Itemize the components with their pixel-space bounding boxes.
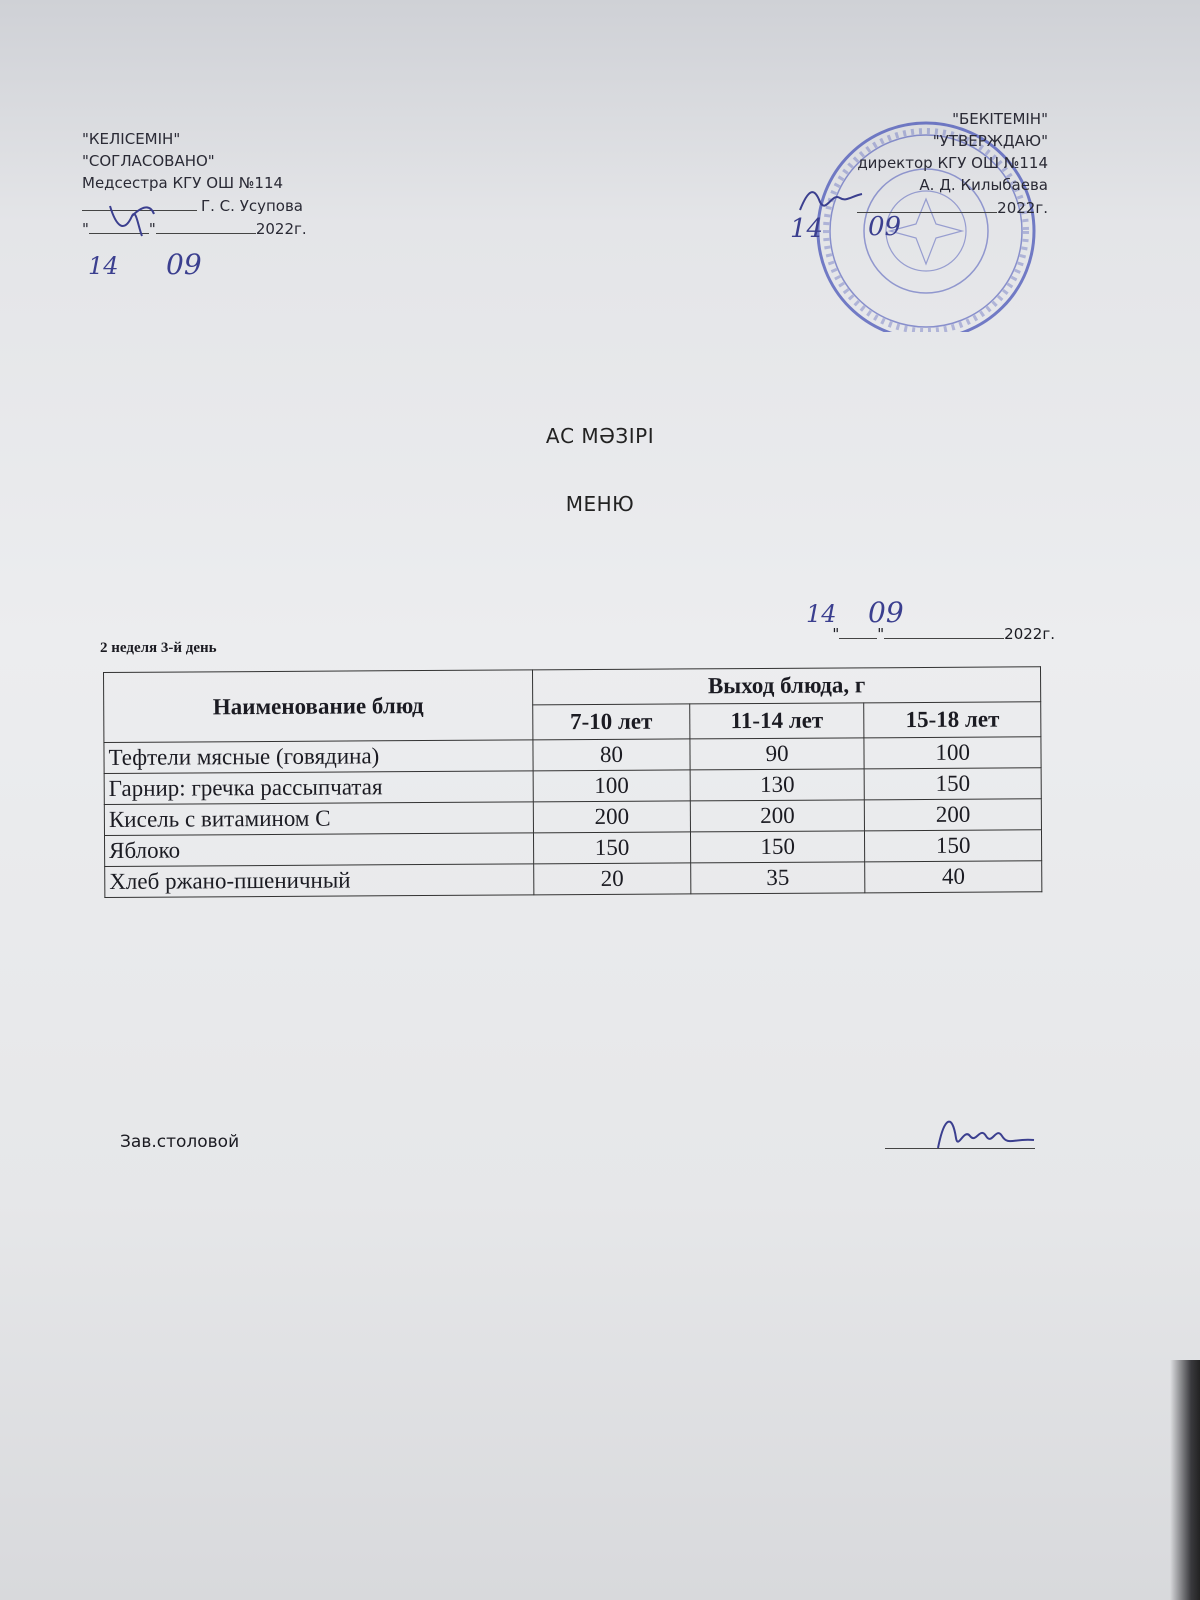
yield-value: 80 bbox=[533, 739, 690, 771]
yield-value: 150 bbox=[864, 768, 1041, 800]
nurse-title: Медсестра КГУ ОШ №114 bbox=[82, 174, 284, 192]
nurse-name: Г. С. Усупова bbox=[201, 197, 303, 215]
dish-name: Тефтели мясные (говядина) bbox=[104, 740, 533, 774]
yield-value: 200 bbox=[690, 800, 865, 832]
dish-name-header: Наименование блюд bbox=[104, 670, 533, 743]
director-signature-mark bbox=[796, 180, 866, 220]
nurse-date-line: " " 2022г. bbox=[82, 217, 307, 240]
canteen-head-label: Зав.столовой bbox=[120, 1132, 240, 1152]
yield-value: 90 bbox=[690, 738, 865, 770]
dish-name: Хлеб ржано-пшеничный bbox=[105, 864, 534, 898]
director-date-month: 09 bbox=[868, 212, 902, 242]
age-header: 15-18 лет bbox=[864, 702, 1041, 738]
yield-header: Выход блюда, г bbox=[532, 667, 1040, 705]
title-kazakh: АС МӘЗІРІ bbox=[545, 424, 655, 448]
director-signature bbox=[796, 180, 866, 224]
dish-name: Гарнир: гречка рассыпчатая bbox=[104, 771, 533, 805]
photo-shadow bbox=[1170, 1360, 1200, 1600]
approved-kz: "БЕКІТЕМІН" bbox=[952, 110, 1048, 128]
yield-value: 100 bbox=[533, 770, 690, 802]
yield-value: 200 bbox=[533, 801, 690, 833]
menu-date-day: 14 bbox=[806, 600, 837, 628]
yield-value: 150 bbox=[865, 830, 1042, 862]
yield-value: 200 bbox=[865, 799, 1042, 831]
menu-date: " " 2022г. bbox=[832, 622, 1055, 643]
menu-table bbox=[103, 666, 1042, 898]
title-russian: МЕНЮ bbox=[565, 492, 635, 516]
age-header: 7-10 лет bbox=[533, 704, 690, 740]
dish-name: Кисель с витамином С bbox=[104, 802, 533, 836]
director-title: директор КГУ ОШ №114 bbox=[857, 154, 1048, 172]
nurse-date-year: 2022г. bbox=[255, 220, 307, 238]
nurse-signature-mark bbox=[102, 196, 162, 246]
nurse-date-day: 14 bbox=[88, 252, 119, 280]
yield-value: 100 bbox=[864, 737, 1041, 769]
yield-value: 35 bbox=[691, 862, 866, 894]
approved-block bbox=[857, 108, 1048, 219]
agreed-kz: "КЕЛІСЕМІН" bbox=[82, 130, 181, 148]
approved-ru: "УТВЕРЖДАЮ" bbox=[932, 132, 1048, 150]
dish-name: Яблоко bbox=[104, 833, 533, 867]
canteen-signature-mark bbox=[930, 1108, 1040, 1158]
yield-value: 150 bbox=[690, 831, 865, 863]
canteen-signature bbox=[930, 1108, 1040, 1162]
table-row bbox=[105, 861, 1042, 898]
table-header-row bbox=[104, 667, 1041, 708]
director-date-day: 14 bbox=[790, 214, 824, 244]
menu-date-month: 09 bbox=[868, 596, 904, 629]
yield-value: 130 bbox=[690, 769, 865, 801]
yield-value: 150 bbox=[533, 832, 690, 864]
nurse-signature bbox=[102, 196, 162, 254]
yield-value: 20 bbox=[534, 863, 691, 895]
menu-date-year: 2022г. bbox=[1004, 625, 1055, 643]
age-header: 11-14 лет bbox=[690, 703, 865, 739]
director-date-year: 2022г. bbox=[997, 199, 1048, 217]
week-day-label: 2 неделя 3-й день bbox=[100, 640, 217, 656]
yield-value: 40 bbox=[865, 861, 1042, 893]
agreed-ru: "СОГЛАСОВАНО" bbox=[82, 152, 215, 170]
director-name: А. Д. Килыбаева bbox=[919, 176, 1048, 194]
nurse-date-month: 09 bbox=[166, 248, 202, 281]
